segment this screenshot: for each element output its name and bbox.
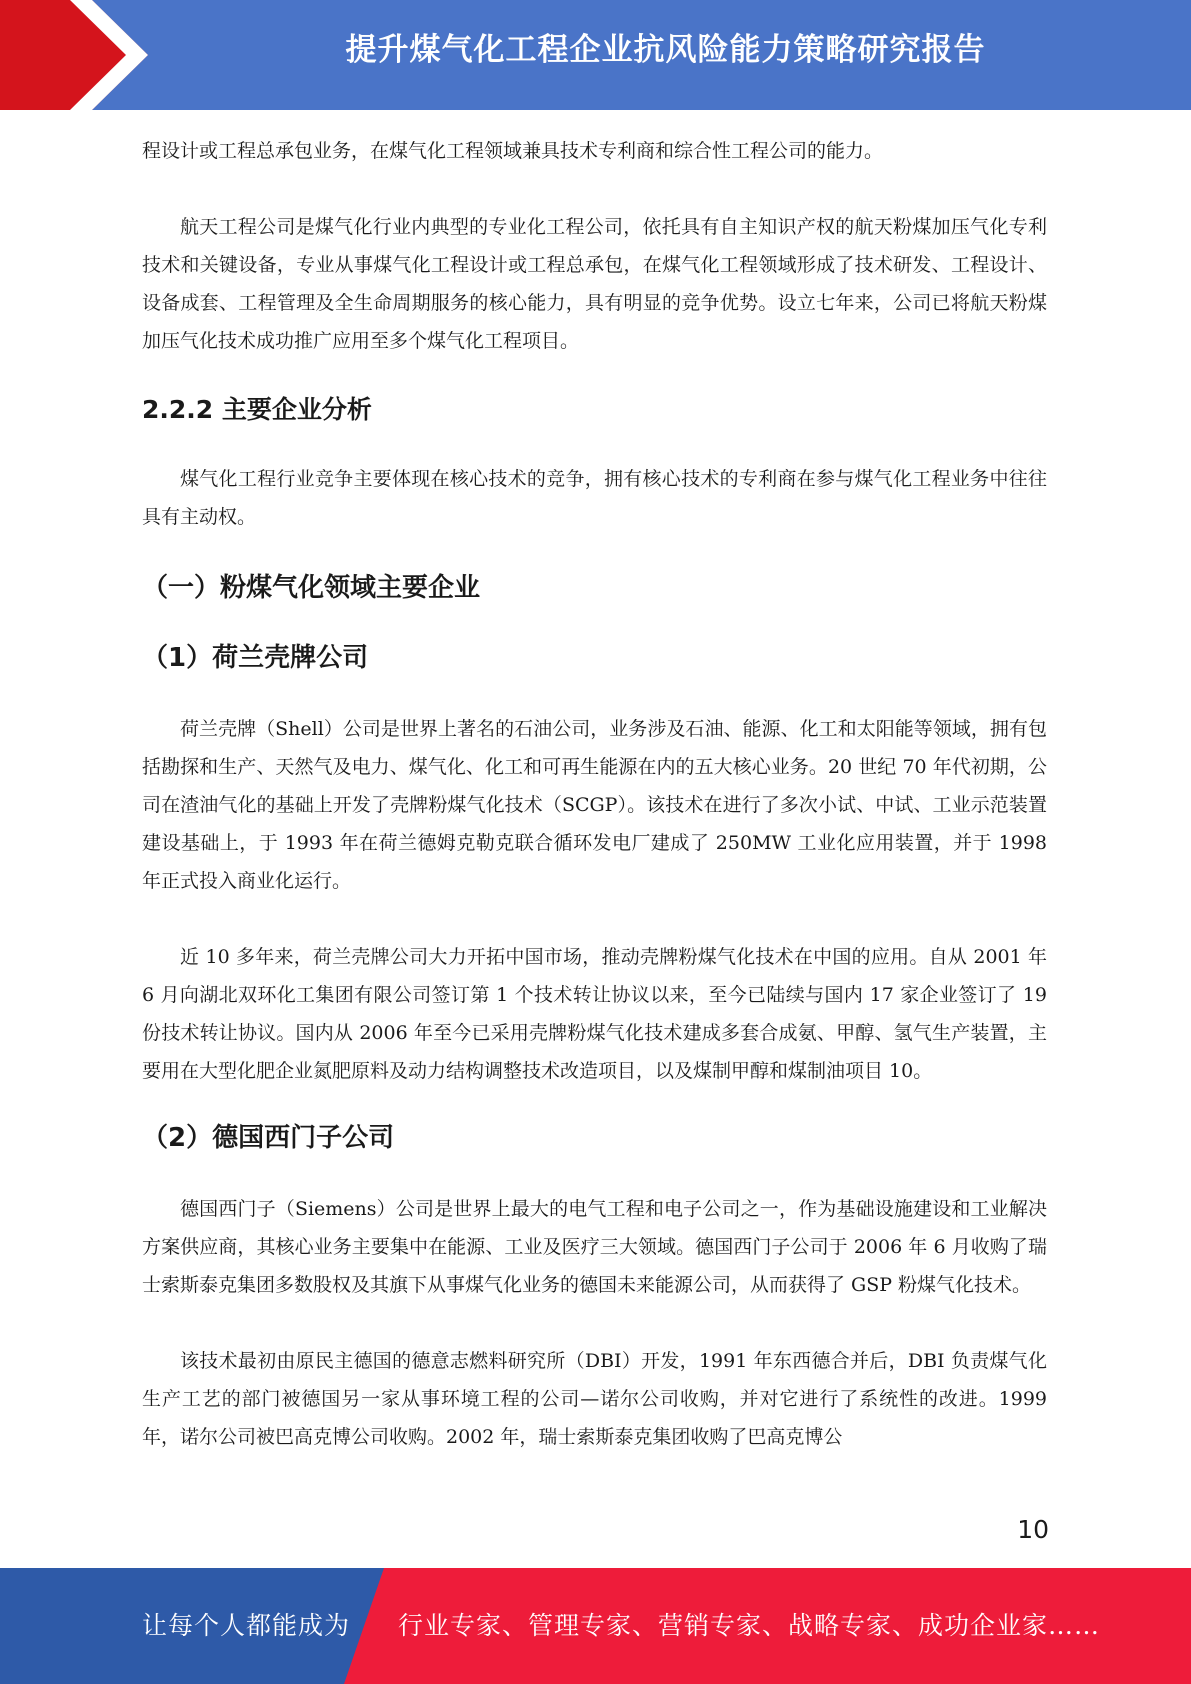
page-footer — [0, 1568, 1191, 1684]
paragraph: 该技术最初由原民主德国的德意志燃料研究所（DBI）开发，1991 年东西德合并后，DBI 负责煤气化生产工艺的部门被德国另一家从事环境工程的公司—诺尔公司收购，并对它进行了系统性的改进。1999 年，诺尔公司被巴高克博公司收购。2002 年，瑞士索斯泰克集团收购了巴高克博公 — [142, 1350, 1047, 1448]
footer-slogan-right: 行业专家、管理专家、营销专家、战略专家、成功企业家…… — [398, 1611, 1101, 1640]
page-number: 10 — [1017, 1515, 1049, 1544]
paragraph: 近 10 多年来，荷兰壳牌公司大力开拓中国市场，推动壳牌粉煤气化技术在中国的应用。自从 2001 年 6 月向湖北双环化工集团有限公司签订第 1 个技术转让协议以来，至今已陆续与国内 17 家企业签订了 19 份技术转让协议。国内从 2006 年至今已采用壳牌粉煤气化技术建成多套合成氨、甲醇、氢气生产装置，主要用在大型化肥企业氮肥原料及动力结构调整技术改造项目，以及煤制甲醇和煤制油项目 10。 — [142, 946, 1047, 1082]
paragraph: 荷兰壳牌（Shell）公司是世界上著名的石油公司，业务涉及石油、能源、化工和太阳能等领域，拥有包括勘探和生产、天然气及电力、煤气化、化工和可再生能源在内的五大核心业务。20 世纪 70 年代初期，公司在渣油气化的基础上开发了壳牌粉煤气化技术（SCGP）。该技术在进行了多次小试、中试、工业示范装置建设基础上，于 1993 年在荷兰德姆克勒克联合循环发电厂建成了 250MW 工业化应用装置，并于 1998 年正式投入商业化运行。 — [142, 718, 1047, 892]
document-body — [142, 132, 1047, 1456]
section-heading: 2.2.2 主要企业分析 — [142, 395, 372, 424]
subsection-heading: （2）德国西门子公司 — [142, 1123, 395, 1153]
footer-slogan-left: 让每个人都能成为 — [142, 1611, 351, 1640]
subsection-heading: （1）荷兰壳牌公司 — [142, 643, 369, 673]
page-header — [0, 0, 1191, 110]
report-title: 提升煤气化工程企业抗风险能力策略研究报告 — [345, 32, 986, 68]
paragraph: 程设计或工程总承包业务，在煤气化工程领域兼具技术专利商和综合性工程公司的能力。 — [142, 140, 884, 162]
paragraph: 煤气化工程行业竞争主要体现在核心技术的竞争，拥有核心技术的专利商在参与煤气化工程业务中往往具有主动权。 — [142, 468, 1047, 528]
paragraph: 航天工程公司是煤气化行业内典型的专业化工程公司，依托具有自主知识产权的航天粉煤加压气化专利技术和关键设备，专业从事煤气化工程设计或工程总承包，在煤气化工程领域形成了技术研发、工程设计、设备成套、工程管理及全生命周期服务的核心能力，具有明显的竞争优势。设立七年来，公司已将航天粉煤加压气化技术成功推广应用至多个煤气化工程项目。 — [142, 216, 1047, 352]
header-chevron-decoration — [0, 0, 160, 110]
subsection-heading: （一）粉煤气化领域主要企业 — [142, 573, 481, 603]
paragraph: 德国西门子（Siemens）公司是世界上最大的电气工程和电子公司之一，作为基础设施建设和工业解决方案供应商，其核心业务主要集中在能源、工业及医疗三大领域。德国西门子公司于 2006 年 6 月收购了瑞士索斯泰克集团多数股权及其旗下从事煤气化业务的德国未来能源公司，从而获得了 GSP 粉煤气化技术。 — [142, 1198, 1047, 1296]
